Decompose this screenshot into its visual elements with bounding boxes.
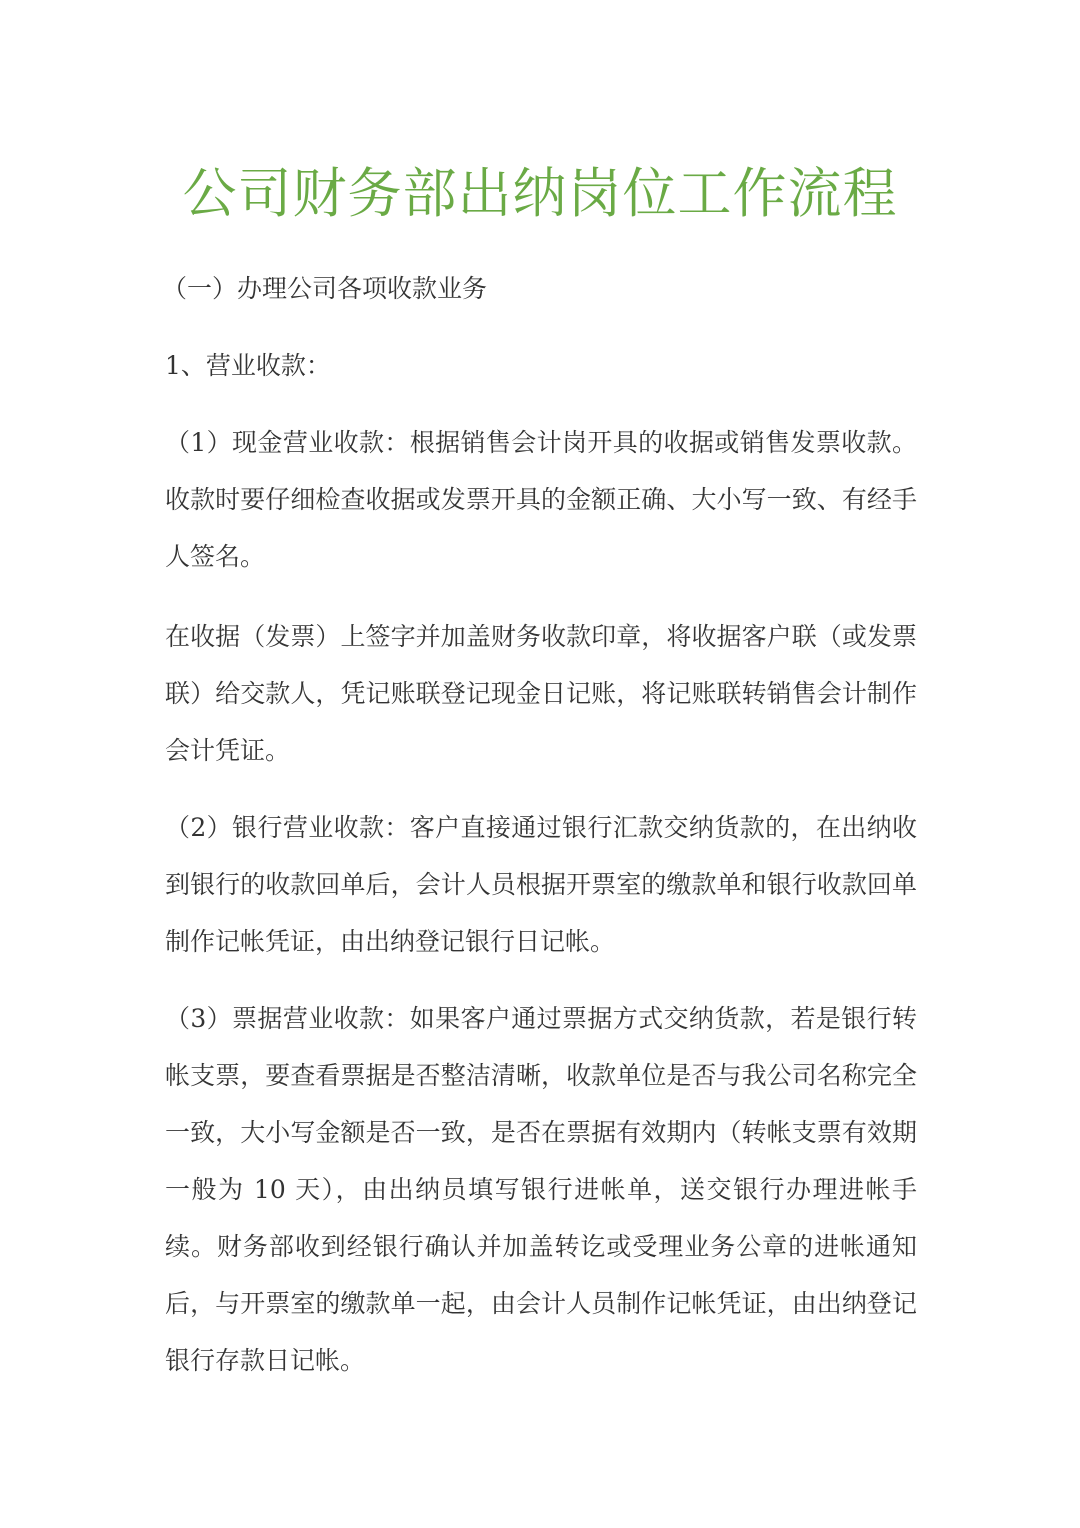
paragraph-cash-receipt: （1）现金营业收款：根据销售会计岗开具的收据或销售发票收款。收款时要仔细检查收据或发票开具的金额正确、大小写一致、有经手人签名。 (165, 428, 917, 571)
paragraph-bank-receipt: （2）银行营业收款：客户直接通过银行汇款交纳货款的，在出纳收到银行的收款回单后，会计人员根据开票室的缴款单和银行收款回单制作记帐凭证，由出纳登记银行日记帐。 (165, 813, 917, 956)
document-title: 公司财务部出纳岗位工作流程 (182, 162, 898, 225)
paragraph-bill-receipt: （3）票据营业收款：如果客户通过票据方式交纳货款，若是银行转帐支票，要查看票据是否整洁清晰，收款单位是否与我公司名称完全一致，大小写金额是否一致，是否在票据有效期内（转帐支票有效期一般为 10 天），由出纳员填写银行进帐单，送交银行办理进帐手续。财务部收到经银行确认并加盖转讫或受理业务公章的进帐通知后，与开票室的缴款单一起，由会计人员制作记帐凭证，由出纳登记银行存款日记帐。 (165, 1004, 917, 1375)
paragraph-receipt-signing: 在收据（发票）上签字并加盖财务收款印章，将收据客户联（或发票联）给交款人，凭记账联登记现金日记账，将记账联转销售会计制作会计凭证。 (165, 622, 917, 765)
section-heading: （一）办理公司各项收款业务 (162, 274, 488, 303)
sub-heading: 1、营业收款： (165, 351, 331, 380)
